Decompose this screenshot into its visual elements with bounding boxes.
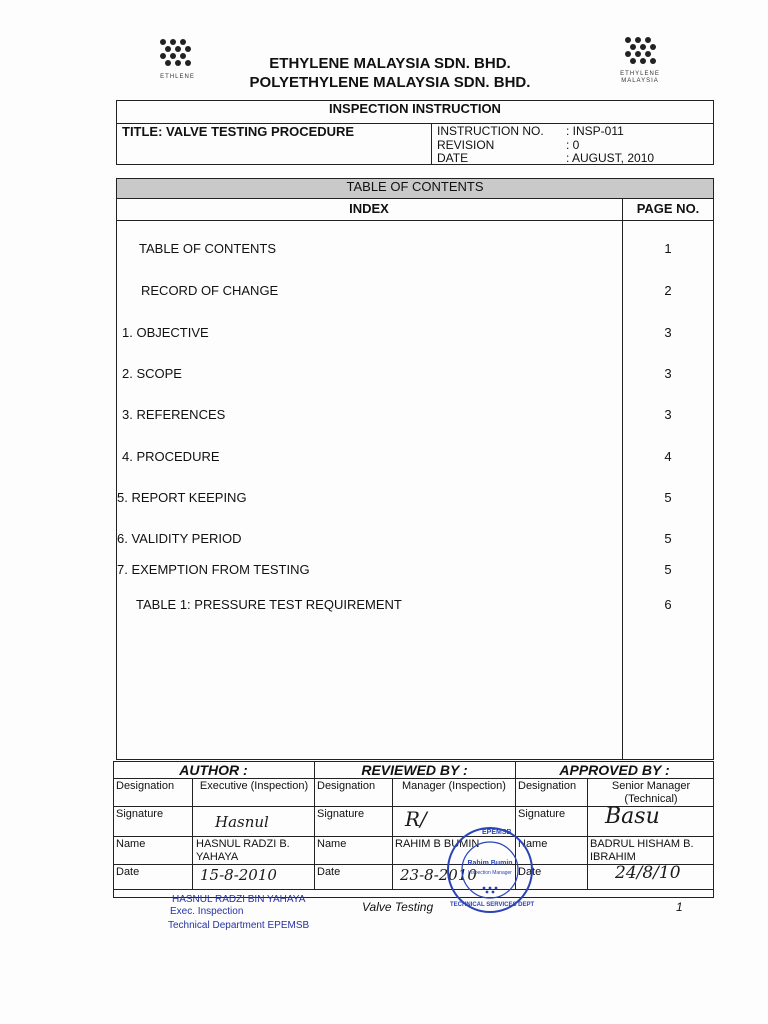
footer-page-number: 1: [676, 900, 683, 914]
approved-signature-label: Signature: [518, 808, 566, 820]
approved-header: APPROVED BY :: [559, 762, 670, 778]
revision-value: : 0: [566, 138, 580, 152]
revision-label: REVISION: [437, 138, 495, 152]
right-company-logo: [620, 36, 665, 72]
reviewed-date-value: 23-8-2010: [400, 866, 477, 884]
author-signature: Hasnul: [215, 813, 269, 831]
stamp-ring-bottom: TECHNICAL SERVICES DEPT: [450, 902, 535, 908]
author-date-label: Date: [116, 866, 140, 878]
reviewed-designation-value: Manager (Inspection): [402, 780, 506, 792]
date-label: DATE: [437, 151, 469, 165]
toc-item-page: 2: [664, 283, 672, 298]
stamp-name: Rahim Bumin: [467, 860, 513, 867]
author-header: AUTHOR :: [179, 762, 248, 778]
doc-title: TITLE: VALVE TESTING PROCEDURE: [122, 124, 355, 139]
toc-item-label: 3. REFERENCES: [122, 407, 226, 422]
reviewed-signature-label: Signature: [317, 808, 365, 820]
toc-item-label: 6. VALIDITY PERIOD: [117, 531, 242, 546]
right-logo-caption: ETHYLENE MALAYSIA: [620, 71, 660, 84]
approved-name-value: BADRUL HISHAM B. IBRAHIM: [590, 838, 694, 863]
company-name-1: ETHYLENE MALAYSIA SDN. BHD.: [269, 55, 511, 72]
toc-item-page: 3: [664, 407, 672, 422]
reviewed-date-label: Date: [317, 866, 341, 878]
author-stamp-line3: Technical Department EPEMSB: [168, 920, 310, 931]
author-date-value: 15-8-2010: [200, 866, 277, 884]
approved-designation-value: Senior Manager (Technical): [611, 780, 691, 805]
reviewed-name-value: RAHIM B BUMIN: [395, 838, 480, 850]
toc-item-page: 4: [664, 449, 672, 464]
department-stamp: [446, 826, 534, 914]
toc-item-label: TABLE 1: PRESSURE TEST REQUIREMENT: [136, 597, 402, 612]
approved-designation-label: Designation: [518, 780, 577, 792]
toc-item-page: 5: [664, 490, 672, 505]
author-signature-label: Signature: [116, 808, 164, 820]
toc-page-header: PAGE NO.: [636, 201, 700, 216]
author-name-label: Name: [116, 838, 146, 850]
author-designation-value: Executive (Inspection): [199, 780, 309, 792]
left-logo-caption: ETHLENE: [160, 74, 195, 80]
approved-date-label: Date: [518, 866, 542, 878]
instruction-no-value: : INSP-011: [566, 124, 624, 138]
reviewed-header: REVIEWED BY :: [361, 762, 468, 778]
author-name-value: HASNUL RADZI B. YAHAYA: [196, 838, 290, 863]
toc-item-page: 5: [664, 562, 672, 577]
toc-item-page: 3: [664, 366, 672, 381]
toc-item-page: 1: [664, 241, 672, 256]
toc-item-label: RECORD OF CHANGE: [141, 283, 279, 298]
toc-item-page: 3: [664, 325, 672, 340]
reviewed-designation-label: Designation: [317, 780, 376, 792]
left-company-logo: [155, 38, 200, 74]
stamp-role: Inspection Manager: [468, 870, 512, 876]
date-value: : AUGUST, 2010: [566, 151, 655, 165]
author-designation-label: Designation: [116, 780, 175, 792]
toc-item-label: 7. EXEMPTION FROM TESTING: [117, 562, 310, 577]
toc-item-page: 6: [664, 597, 672, 612]
toc-item-label: 4. PROCEDURE: [122, 449, 220, 464]
toc-item-page: 5: [664, 531, 672, 546]
reviewed-name-label: Name: [317, 838, 347, 850]
toc-item-label: 5. REPORT KEEPING: [117, 490, 247, 505]
toc-item-label: 1. OBJECTIVE: [122, 325, 209, 340]
stamp-ring-top: EPEMSB: [482, 829, 512, 836]
reviewed-signature: R/: [405, 807, 427, 831]
toc-item-label: TABLE OF CONTENTS: [139, 241, 276, 256]
approved-name-label: Name: [518, 838, 548, 850]
footer-doc-name: Valve Testing: [362, 900, 434, 914]
instruction-no-label: INSTRUCTION NO.: [437, 124, 544, 138]
company-name-2: POLYETHYLENE MALAYSIA SDN. BHD.: [249, 74, 531, 91]
toc-index-header: INDEX: [349, 201, 389, 216]
toc-item-label: 2. SCOPE: [122, 366, 182, 381]
approved-signature: Basu: [605, 804, 660, 829]
doc-type: INSPECTION INSTRUCTION: [329, 101, 501, 116]
approved-date-value: 24/8/10: [615, 863, 681, 883]
author-stamp-line2: Exec. Inspection: [170, 906, 244, 917]
toc-heading: TABLE OF CONTENTS: [346, 179, 484, 194]
author-stamp-line1: HASNUL RADZI BIN YAHAYA: [172, 894, 306, 905]
toc-box: [116, 178, 714, 760]
